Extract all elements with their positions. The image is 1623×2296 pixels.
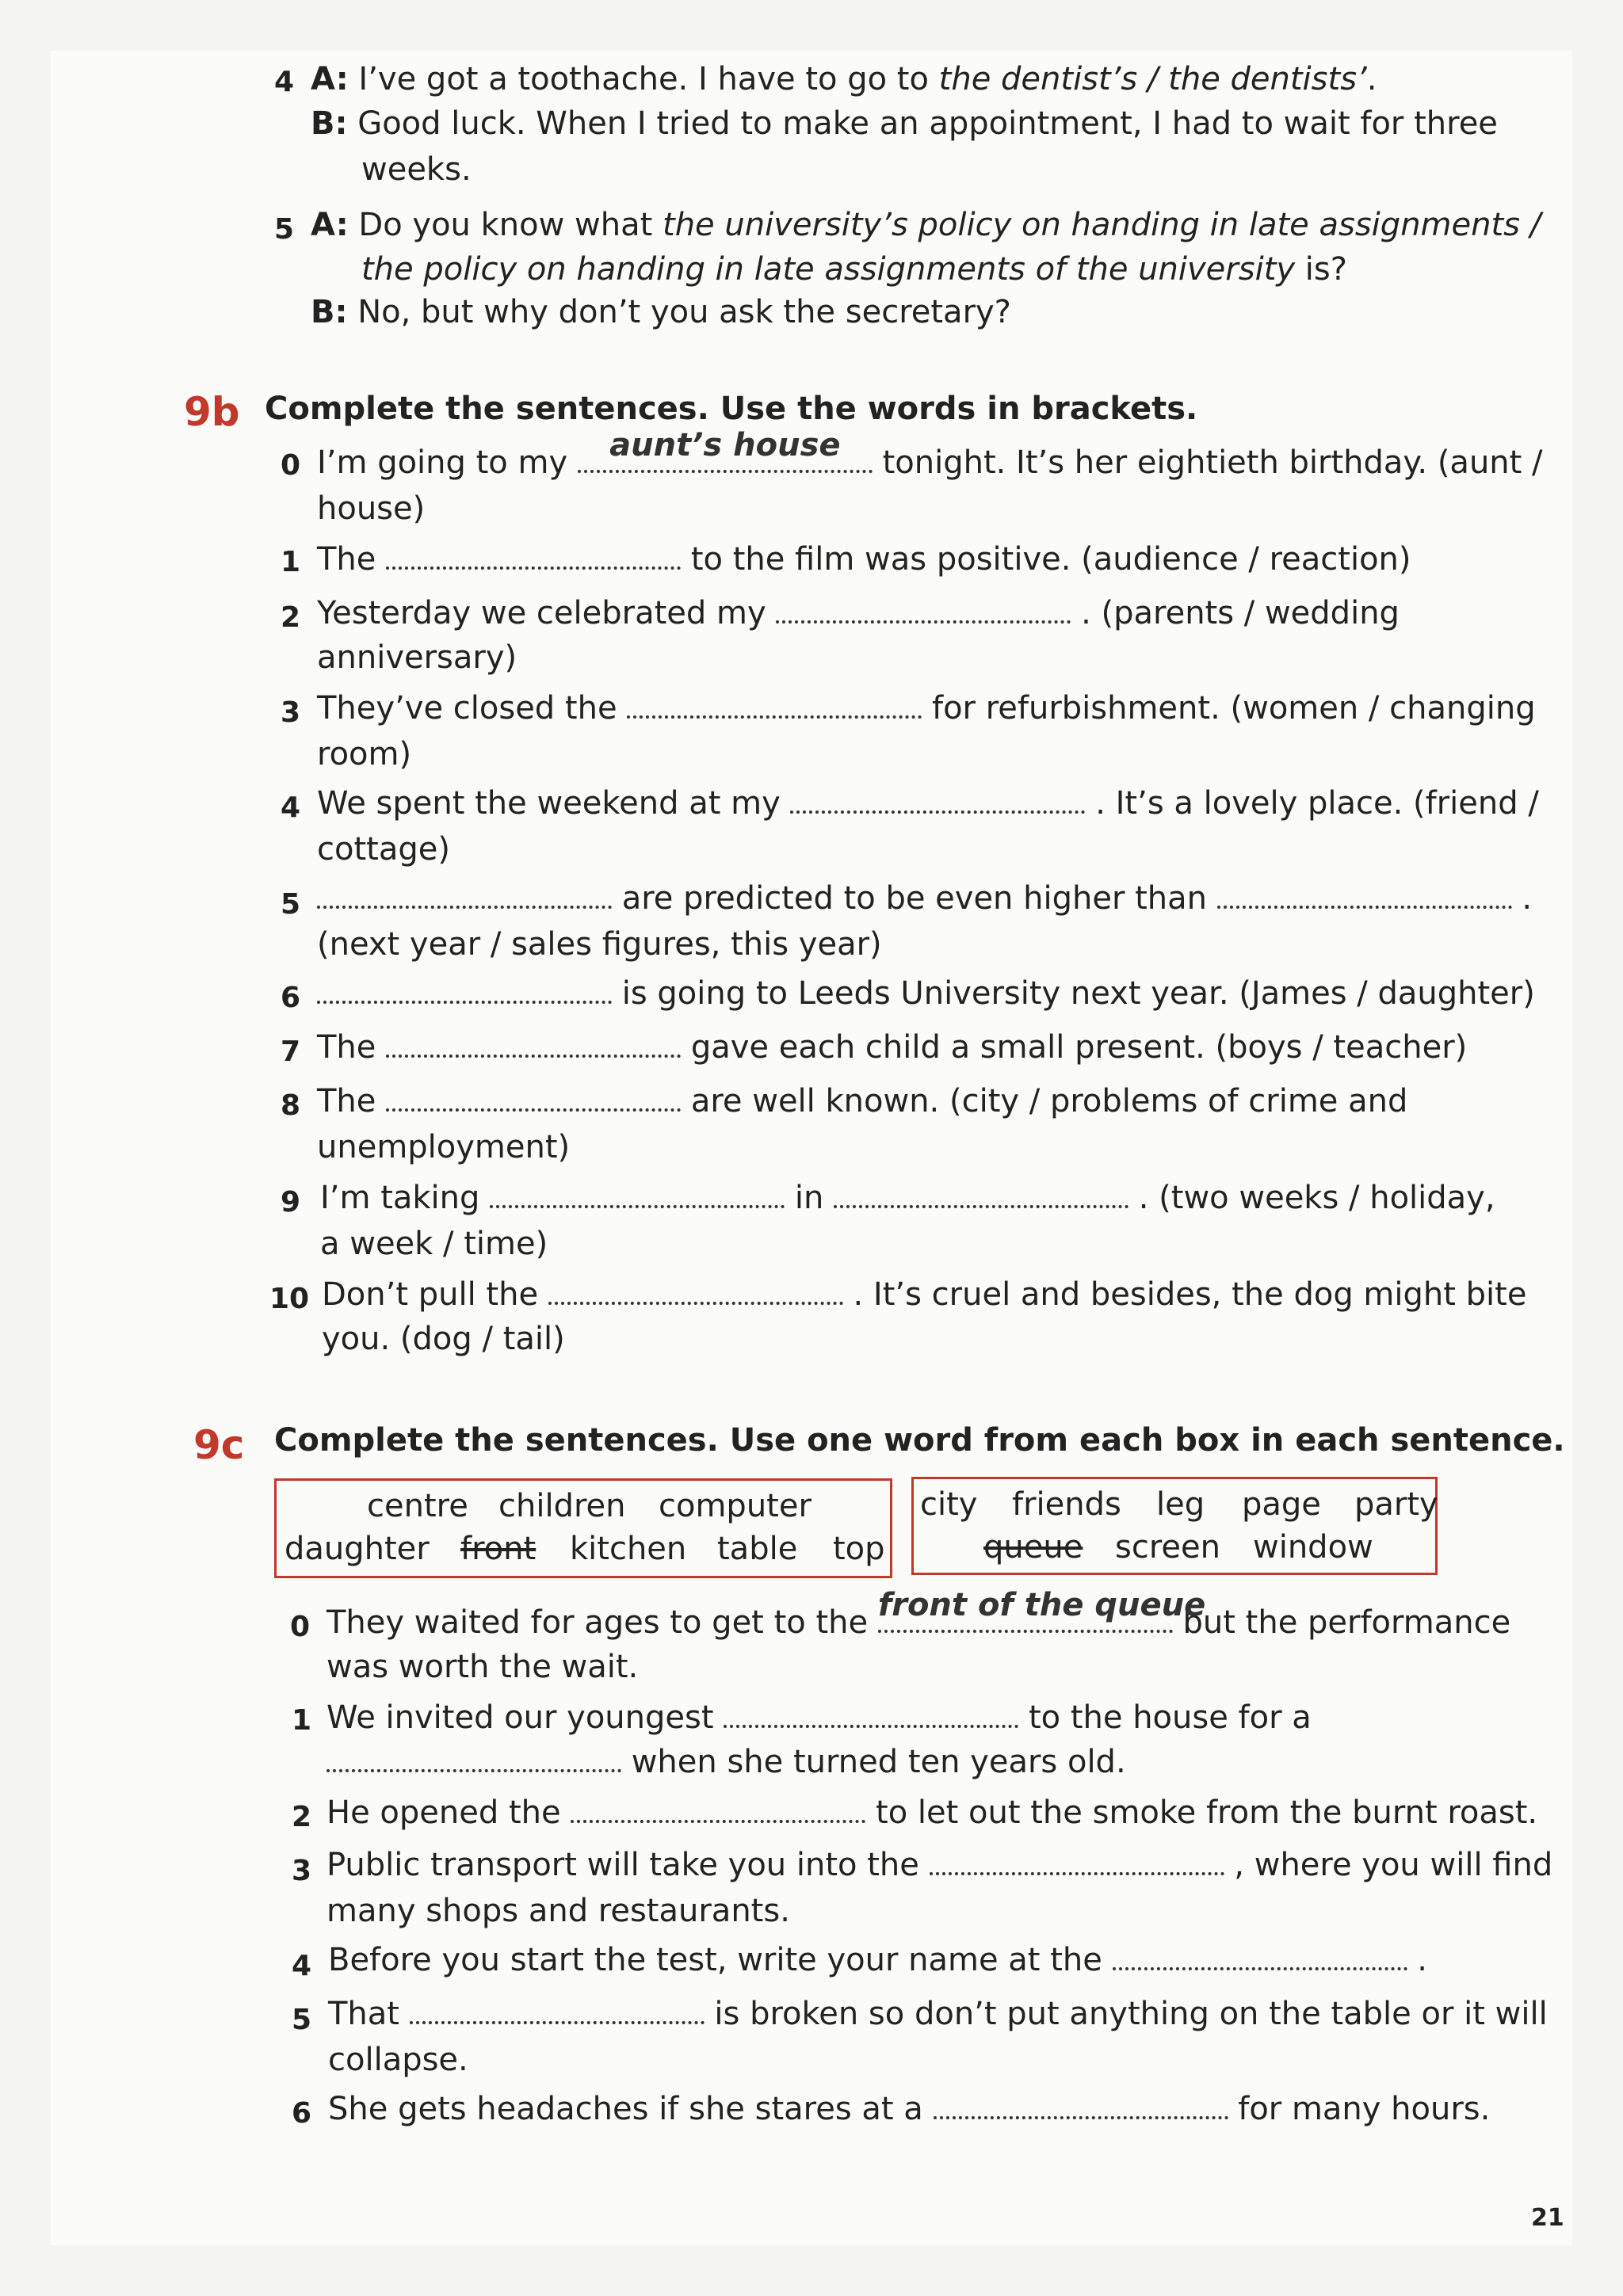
item-number: 6 bbox=[292, 2097, 312, 2130]
answer-blank[interactable] bbox=[548, 1278, 843, 1305]
answer-blank[interactable] bbox=[490, 1181, 785, 1208]
item-number: 5 bbox=[292, 2004, 312, 2036]
word: children bbox=[498, 1488, 626, 1524]
word: page bbox=[1242, 1486, 1321, 1523]
word: city bbox=[920, 1486, 978, 1523]
sentence-continuation: anniversary) bbox=[317, 639, 517, 676]
sentence-continuation: house) bbox=[317, 490, 426, 527]
dialogue-line: B: No, but why don’t you ask the secretary? bbox=[311, 294, 1011, 330]
item-number: 2 bbox=[281, 601, 301, 634]
sentence: are predicted to be even higher than . bbox=[317, 876, 1532, 921]
dialogue-line: the policy on handing in late assignments of the university is? bbox=[361, 251, 1347, 288]
item-number: 6 bbox=[281, 982, 301, 1014]
sentence: They’ve closed the for refurbishment. (women / changing bbox=[317, 690, 1536, 727]
answer-blank[interactable] bbox=[410, 1997, 705, 2024]
exercise-label: 9b bbox=[184, 389, 240, 435]
page-number: 21 bbox=[1531, 2204, 1564, 2232]
dialogue-line: B: Good luck. When I tried to make an appointment, I had to wait for three bbox=[311, 105, 1498, 142]
item-number: 3 bbox=[281, 696, 301, 729]
item-number: 4 bbox=[274, 66, 295, 98]
word: screen bbox=[1115, 1529, 1220, 1566]
sentence: The to the film was positive. (audience / reaction) bbox=[317, 541, 1411, 578]
word: computer bbox=[659, 1488, 812, 1524]
item-number: 2 bbox=[292, 1801, 312, 1833]
exercise-instruction: Complete the sentences. Use one word from each box in each sentence. bbox=[274, 1422, 1565, 1459]
answer-blank[interactable] bbox=[627, 692, 922, 719]
sentence: I’m taking in . (two weeks / holiday, bbox=[320, 1180, 1495, 1216]
sentence: I’m going to my aunt’s house tonight. It’s her eightieth birthday. (aunt / bbox=[317, 441, 1543, 485]
sentence-continuation: was worth the wait. bbox=[327, 1649, 639, 1685]
item-number: 5 bbox=[274, 213, 295, 246]
word: friends bbox=[1012, 1486, 1121, 1523]
word: window bbox=[1253, 1529, 1373, 1566]
item-number: 8 bbox=[281, 1089, 301, 1122]
item-number: 9 bbox=[281, 1186, 301, 1219]
word: daughter bbox=[285, 1531, 430, 1567]
item-number: 7 bbox=[281, 1035, 301, 1068]
word: party bbox=[1354, 1486, 1438, 1523]
example-answer: aunt’s house bbox=[578, 441, 873, 485]
sentence-continuation: when she turned ten years old. bbox=[327, 1740, 1126, 1784]
sentence: The are well known. (city / problems of crime and bbox=[317, 1083, 1408, 1119]
word: kitchen bbox=[570, 1531, 687, 1567]
answer-blank[interactable] bbox=[776, 597, 1071, 624]
sentence-continuation: collapse. bbox=[328, 2042, 468, 2078]
dialogue-line: A: I’ve got a toothache. I have to go to the dentist’s / the dentists’. bbox=[311, 61, 1377, 97]
item-number: 1 bbox=[281, 546, 301, 578]
answer-blank[interactable] bbox=[1217, 882, 1512, 909]
sentence-continuation: unemployment) bbox=[317, 1129, 571, 1165]
word-used: front bbox=[460, 1531, 537, 1567]
workbook-page bbox=[51, 51, 1572, 2245]
answer-blank[interactable] bbox=[327, 1745, 621, 1772]
item-number: 3 bbox=[292, 1855, 312, 1887]
sentence-continuation: you. (dog / tail) bbox=[322, 1321, 565, 1357]
sentence: Before you start the test, write your name at the . bbox=[328, 1942, 1427, 1978]
item-number: 5 bbox=[281, 888, 301, 921]
sentence: Public transport will take you into the , where you will find bbox=[327, 1847, 1553, 1883]
answer-blank[interactable] bbox=[834, 1181, 1128, 1208]
answer-blank[interactable] bbox=[934, 2092, 1228, 2119]
answer-blank[interactable] bbox=[317, 882, 612, 909]
answer-blank[interactable] bbox=[317, 977, 612, 1004]
sentence: Yesterday we celebrated my . (parents / wedding bbox=[317, 595, 1400, 631]
item-number: 0 bbox=[290, 1611, 311, 1643]
dialogue-line: A: Do you know what the university’s policy on handing in late assignments / bbox=[311, 207, 1541, 243]
item-number: 1 bbox=[292, 1704, 312, 1737]
sentence-continuation: many shops and restaurants. bbox=[327, 1893, 790, 1929]
sentence: That is broken so don’t put anything on the table or it will bbox=[328, 1996, 1548, 2032]
answer-blank[interactable] bbox=[386, 1031, 681, 1058]
item-number: 0 bbox=[281, 449, 301, 482]
sentence: She gets headaches if she stares at a for many hours. bbox=[328, 2091, 1491, 2127]
sentence-continuation: a week / time) bbox=[320, 1226, 548, 1262]
word: table bbox=[717, 1531, 798, 1567]
item-number: 4 bbox=[281, 791, 301, 824]
sentence-continuation: cottage) bbox=[317, 831, 450, 868]
sentence: We spent the weekend at my . It’s a lovely place. (friend / bbox=[317, 785, 1539, 822]
exercise-instruction: Complete the sentences. Use the words in brackets. bbox=[265, 391, 1198, 427]
sentence: He opened the to let out the smoke from the burnt roast. bbox=[327, 1794, 1538, 1831]
answer-blank[interactable] bbox=[386, 1085, 681, 1112]
answer-blank[interactable] bbox=[790, 787, 1085, 814]
word-used: queue bbox=[983, 1529, 1083, 1566]
sentence: is going to Leeds University next year. (James / daughter) bbox=[317, 971, 1535, 1016]
word: centre bbox=[367, 1488, 468, 1524]
answer-blank[interactable] bbox=[386, 543, 681, 570]
word: top bbox=[833, 1531, 885, 1567]
sentence-continuation: (next year / sales figures, this year) bbox=[317, 926, 882, 963]
answer-blank[interactable] bbox=[571, 1796, 865, 1823]
example-answer: front of the queue bbox=[878, 1600, 1173, 1645]
sentence: We invited our youngest to the house for a bbox=[327, 1699, 1312, 1736]
word-box-2 bbox=[911, 1477, 1438, 1575]
answer-blank[interactable] bbox=[930, 1848, 1224, 1875]
sentence: Don’t pull the . It’s cruel and besides, the dog might bite bbox=[322, 1276, 1527, 1313]
sentence-continuation: room) bbox=[317, 736, 412, 772]
word: leg bbox=[1156, 1486, 1205, 1523]
answer-blank[interactable] bbox=[724, 1701, 1018, 1728]
sentence: They waited for ages to get to the front of the queue but the performance bbox=[327, 1600, 1510, 1645]
item-number: 10 bbox=[269, 1283, 310, 1315]
answer-blank[interactable] bbox=[1113, 1943, 1407, 1970]
exercise-label: 9c bbox=[193, 1422, 245, 1468]
dialogue-line: weeks. bbox=[361, 151, 472, 188]
word-box-1 bbox=[274, 1478, 892, 1578]
item-number: 4 bbox=[292, 1950, 312, 1982]
sentence: The gave each child a small present. (boys / teacher) bbox=[317, 1029, 1468, 1066]
